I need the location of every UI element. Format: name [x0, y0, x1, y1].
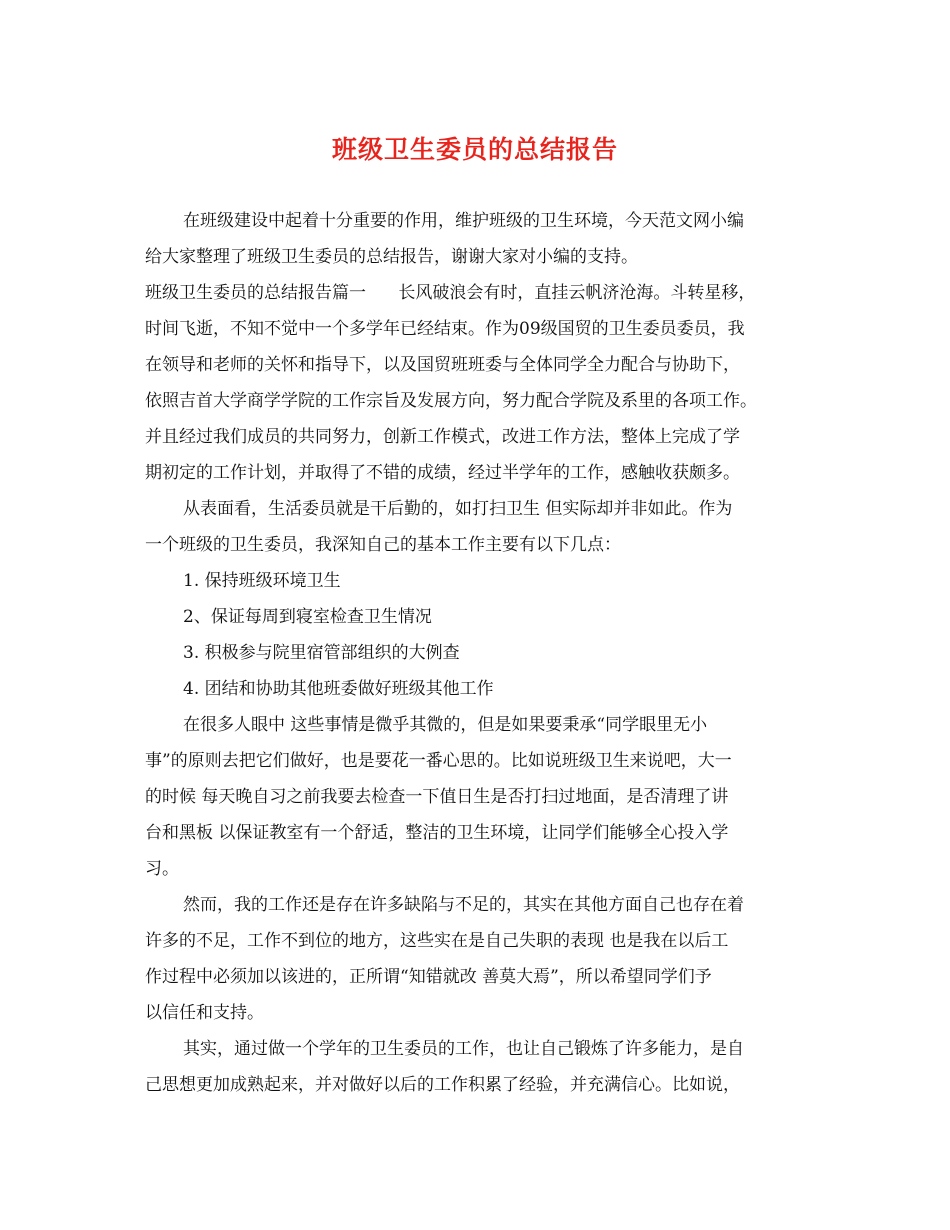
- paragraph-line: 班级卫生委员的总结报告篇一 长风破浪会有时，直挂云帆济沧海。斗转星移，: [145, 283, 756, 303]
- paragraph-line: 在领导和老师的关怀和指导下，以及国贸班班委与全体同学全力配合与协助下，: [145, 355, 740, 375]
- paragraph-line: 并且经过我们成员的共同努力，创新工作模式，改进工作方法，整体上完成了学: [145, 427, 740, 447]
- paragraph-line: 的时候 每天晚自习之前我要去检查一下值日生是否打扫过地面，是否清理了讲: [145, 787, 729, 807]
- list-item: 4. 团结和协助其他班委做好班级其他工作: [183, 679, 494, 699]
- paragraph-line: 然而，我的工作还是存在许多缺陷与不足的，其实在其他方面自己也存在着: [183, 895, 744, 915]
- paragraph-line: 许多的不足，工作不到位的地方，这些实在是自己失职的表现 也是我在以后工: [145, 931, 729, 951]
- paragraph-line: 从表面看，生活委员就是干后勤的，如打扫卫生 但实际却并非如此。作为: [183, 499, 733, 519]
- paragraph-line: 作过程中必须加以该进的，正所谓“知错就改 善莫大焉”，所以希望同学们予: [145, 967, 712, 987]
- paragraph-line: 以信任和支持。: [145, 1003, 264, 1023]
- list-item: 2、保证每周到寝室检查卫生情况: [183, 607, 432, 627]
- paragraph-line: 事”的原则去把它们做好，也是要花一番心思的。比如说班级卫生来说吧，大一: [145, 751, 732, 771]
- paragraph-line: 在很多人眼中 这些事情是微乎其微的，但是如果要秉承“同学眼里无小: [183, 715, 708, 735]
- document-title: 班级卫生委员的总结报告: [331, 135, 618, 164]
- paragraph-line: 期初定的工作计划，并取得了不错的成绩，经过半学年的工作，感触收获颇多。: [145, 463, 740, 483]
- paragraph-line: 一个班级的卫生委员，我深知自己的基本工作主要有以下几点：: [145, 535, 621, 555]
- list-item: 1. 保持班级环境卫生: [183, 571, 341, 591]
- paragraph-line: 依照吉首大学商学学院的工作宗旨及发展方向，努力配合学院及系里的各项工作。: [145, 391, 757, 411]
- list-item: 3. 积极参与院里宿管部组织的大例查: [183, 643, 460, 663]
- paragraph-line: 其实，通过做一个学年的卫生委员的工作，也让自己锻炼了许多能力，是自: [183, 1039, 744, 1059]
- paragraph-line: 己思想更加成熟起来，并对做好以后的工作积累了经验，并充满信心。比如说，: [145, 1075, 740, 1095]
- paragraph-line: 时间飞逝，不知不觉中一个多学年已经结束。作为09级国贸的卫生委员委员，我: [145, 319, 745, 339]
- paragraph-line: 台和黑板 以保证教室有一个舒适，整洁的卫生环境，让同学们能够全心投入学: [145, 823, 729, 843]
- paragraph-line: 在班级建设中起着十分重要的作用，维护班级的卫生环境，今天范文网小编: [183, 211, 744, 231]
- paragraph-line: 习。: [145, 859, 179, 879]
- paragraph-line: 给大家整理了班级卫生委员的总结报告，谢谢大家对小编的支持。: [145, 247, 638, 267]
